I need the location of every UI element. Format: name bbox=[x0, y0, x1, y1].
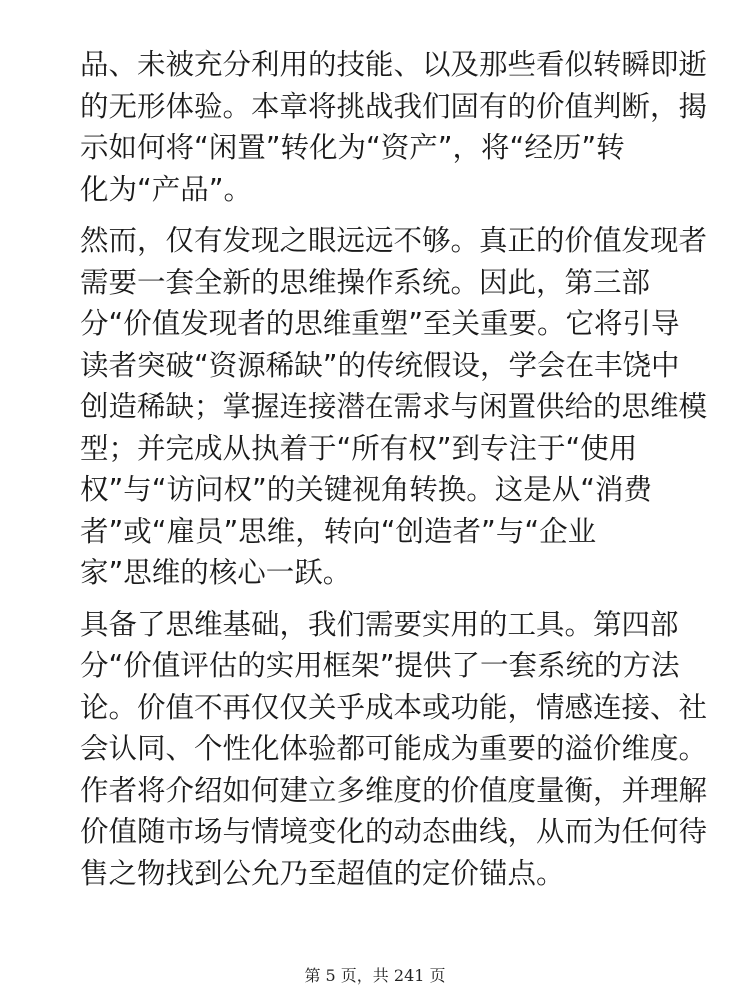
text-line: 权”与“访问权”的关键视角转换。这是从“消费 bbox=[80, 473, 653, 506]
text-line: 的无形体验。本章将挑战我们固有的价值判断，揭 bbox=[80, 89, 708, 123]
text-line: 分“价值发现者的思维重塑”至关重要。它将引导 bbox=[80, 307, 680, 340]
text-line: 示如何将“闲置”转化为“资产”，将“经历”转 bbox=[80, 131, 625, 164]
text-line: 作者将介绍如何建立多维度的价值度量衡，并理解 bbox=[80, 773, 708, 807]
text-line: 具备了思维基础，我们需要实用的工具。第四部 bbox=[80, 607, 679, 641]
text-line: 论。价值不再仅仅关乎成本或功能，情感连接、社 bbox=[80, 690, 708, 724]
paragraph-2 bbox=[80, 220, 708, 594]
text-line: 家”思维的核心一跃。 bbox=[80, 556, 352, 589]
text-line: 会认同、个性化体验都可能成为重要的溢价维度。 bbox=[80, 732, 708, 765]
text-line: 分“价值评估的实用框架”提供了一套系统的方法 bbox=[80, 649, 680, 682]
text-line: 售之物找到公允乃至超值的定价锚点。 bbox=[80, 856, 565, 890]
page-number-footer: 第 5 页，共 241 页 bbox=[304, 966, 446, 985]
paragraph-3 bbox=[80, 604, 708, 895]
text-line: 然而，仅有发现之眼远远不够。真正的价值发现者 bbox=[80, 224, 708, 257]
text-line: 者”或“雇员”思维，转向“创造者”与“企业 bbox=[80, 514, 597, 548]
body-text bbox=[80, 44, 708, 894]
text-line: 读者突破“资源稀缺”的传统假设，学会在丰饶中 bbox=[80, 348, 680, 382]
text-line: 需要一套全新的思维操作系统。因此，第三部 bbox=[80, 265, 651, 299]
text-line: 型；并完成从执着于“所有权”到专注于“使用 bbox=[80, 431, 638, 465]
text-line: 价值随市场与情境变化的动态曲线，从而为任何待 bbox=[80, 815, 708, 848]
text-line: 创造稀缺；掌握连接潜在需求与闲置供给的思维模 bbox=[80, 390, 708, 423]
paragraph-1 bbox=[80, 44, 708, 210]
text-line: 品、未被充分利用的技能、以及那些看似转瞬即逝 bbox=[80, 48, 708, 81]
text-line: 化为“产品”。 bbox=[80, 172, 253, 206]
